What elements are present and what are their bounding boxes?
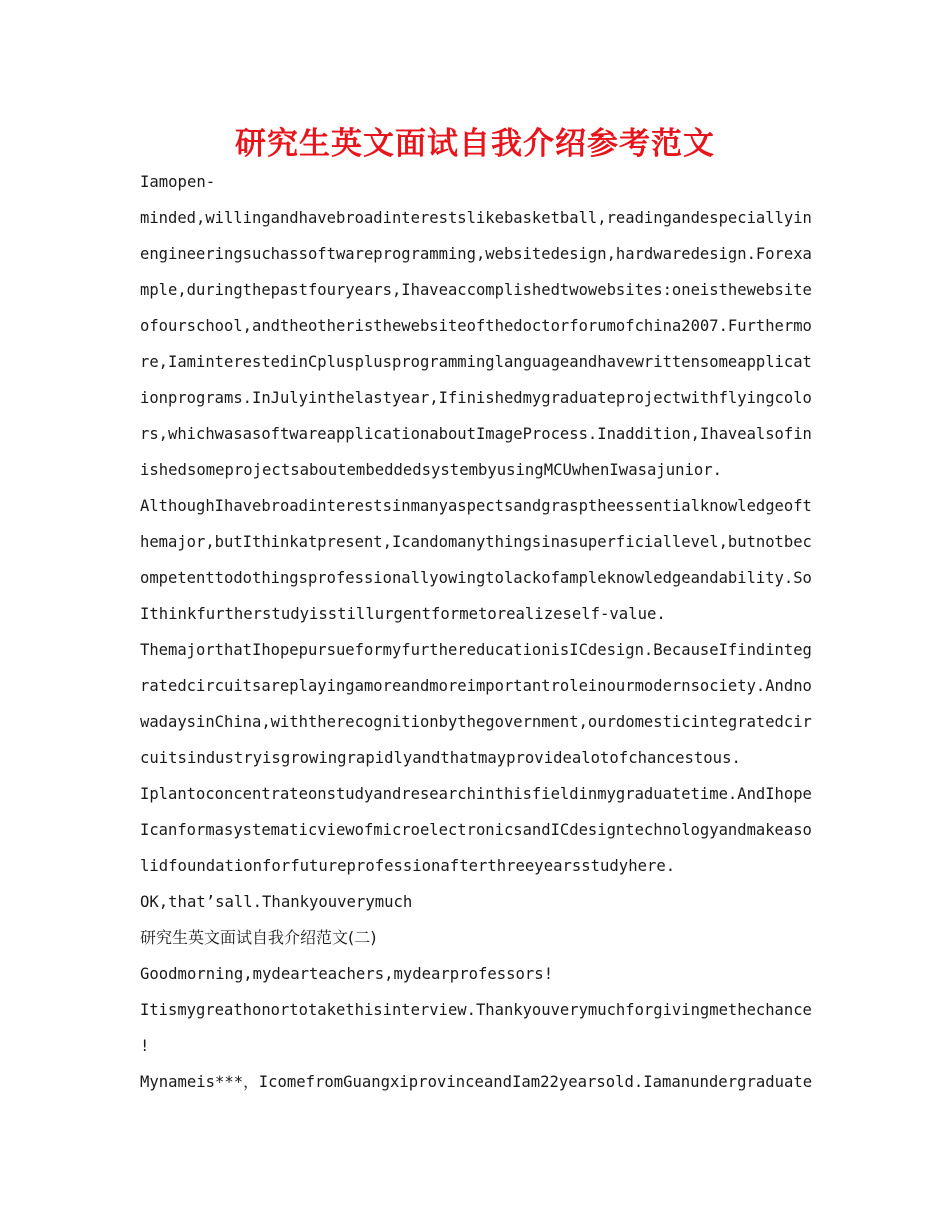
text-line: OK,that’sall.Thankyouverymuch <box>140 893 413 911</box>
text-line: ishedsomeprojectsaboutembeddedsystembyusingMCUwhenIwasajunior. <box>140 461 723 479</box>
text-line: lidfoundationforfutureprofessionafterthreeyearsstudyhere. <box>140 857 676 875</box>
text-line: ofourschool,andtheotheristhewebsiteofthedoctorforumofchina2007.Furthermo <box>140 317 812 335</box>
text-line: Mynameis***，IcomefromGuangxiprovinceandIam22yearsold.Iamanundergraduate <box>140 1073 813 1091</box>
document-body <box>140 164 812 1100</box>
text-line: ! <box>140 1037 150 1055</box>
text-line: engineeringsuchassoftwareprogramming,websitedesign,hardwaredesign.Forexa <box>140 245 812 263</box>
text-line: mple,duringthepastfouryears,Ihaveaccomplishedtwowebsites:oneisthewebsite <box>140 281 812 299</box>
text-line: rs,whichwasasoftwareapplicationaboutImageProcess.Inaddition,Ihavealsofin <box>140 425 812 443</box>
text-line: cuitsindustryisgrowingrapidlyandthatmayprovidealotofchancestous. <box>140 749 741 767</box>
text-line: wadaysinChina,withtherecognitionbythegovernment,ourdomesticintegratedcir <box>140 713 812 731</box>
text-line: minded,willingandhavebroadinterestslikebasketball,readingandespeciallyin <box>140 209 812 227</box>
text-line: Ithinkfurtherstudyisstillurgentformetorealizeself-value. <box>140 605 666 623</box>
document-title: 研究生英文面试自我介绍参考范文 <box>235 126 715 162</box>
text-line: Goodmorning,mydearteachers,mydearprofessors! <box>140 965 554 983</box>
text-line: hemajor,butIthinkatpresent,Icandomanythingsinasuperficiallevel,butnotbec <box>140 533 812 551</box>
text-line: AlthoughIhavebroadinterestsinmanyaspectsandgrasptheessentialknowledgeoft <box>140 497 812 515</box>
text-line: Itismygreathonortotakethisinterview.Thankyouverymuchforgivingmethechance <box>140 1001 812 1019</box>
text-line: ionprograms.InJulyinthelastyear,Ifinishedmygraduateprojectwithflyingcolo <box>140 389 812 407</box>
section-heading: 研究生英文面试自我介绍范文(二) <box>140 928 377 947</box>
text-line: Iplantoconcentrateonstudyandresearchinthisfieldinmygraduatetime.AndIhope <box>140 785 812 803</box>
text-line: re,IaminterestedinCplusplusprogramminglanguageandhavewrittensomeapplicat <box>140 353 812 371</box>
text-line: ompetenttodothingsprofessionallyowingtolackofampleknowledgeandability.So <box>140 569 812 587</box>
text-line: IcanformasystematicviewofmicroelectronicsandICdesigntechnologyandmakeaso <box>140 821 812 839</box>
text-line: ThemajorthatIhopepursueformyfurthereducationisICdesign.BecauseIfindinteg <box>140 641 812 659</box>
text-line: Iamopen- <box>140 173 216 191</box>
text-line: ratedcircuitsareplayingamoreandmoreimportantroleinourmodernsociety.Andno <box>140 677 812 695</box>
